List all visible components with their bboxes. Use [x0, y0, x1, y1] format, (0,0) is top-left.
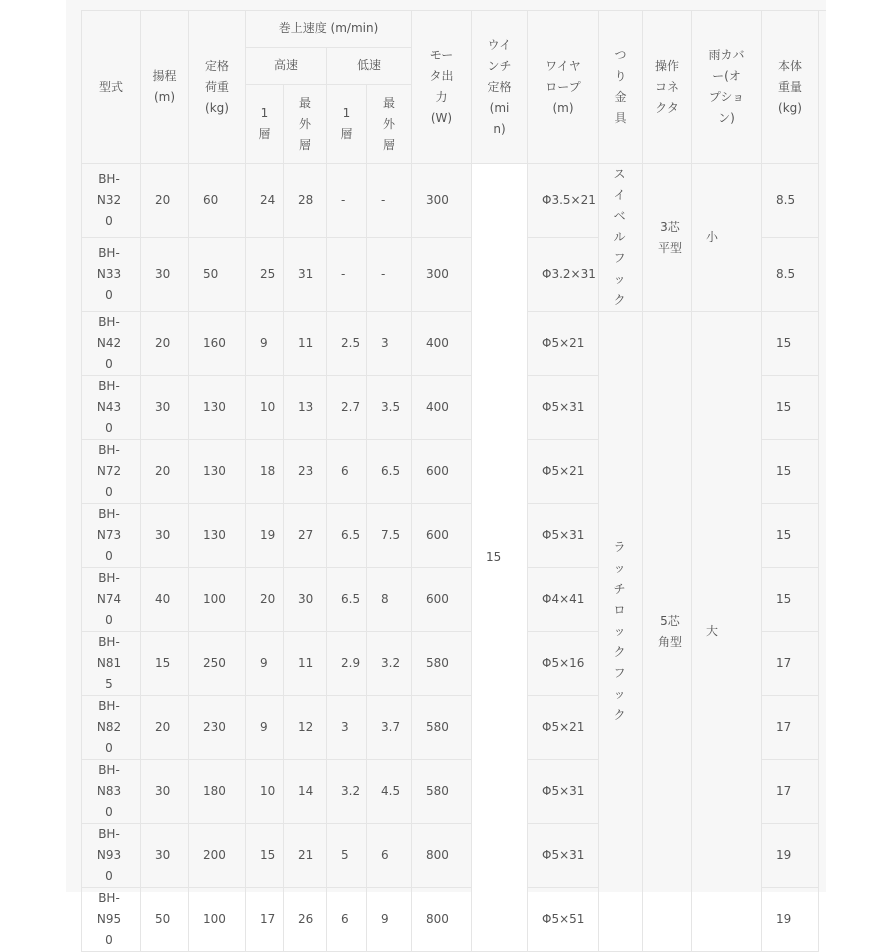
lift-cell: 30	[141, 760, 189, 824]
high-layer1-cell: 18	[246, 440, 284, 504]
low-layer1-cell: 6.5	[327, 504, 367, 568]
load-cell: 100	[189, 888, 246, 952]
weight-cell: 15	[762, 312, 819, 376]
wire-cell: Φ5×21	[528, 312, 599, 376]
high-layer1-cell: 10	[246, 760, 284, 824]
weight-cell: 17	[762, 760, 819, 824]
wire-cell: Φ5×31	[528, 376, 599, 440]
col-header-body-weight: 本体重量(kg)	[762, 11, 819, 164]
col-header-connector: 操作コネクタ	[643, 11, 692, 164]
low-outer-cell: 3.7	[367, 696, 412, 760]
col-header-hook: つり金具	[599, 11, 643, 164]
col-header-rated-load: 定格荷重(kg)	[189, 11, 246, 164]
col-header-winch-rating: ウインチ定格(min)	[472, 11, 528, 164]
load-cell: 200	[189, 824, 246, 888]
model-cell: BH-N420	[96, 315, 122, 371]
high-layer1-cell: 9	[246, 696, 284, 760]
motor-cell: 600	[412, 440, 472, 504]
low-outer-cell: 3	[367, 312, 412, 376]
low-outer-cell: 3.5	[367, 376, 412, 440]
high-outer-cell: 28	[284, 164, 327, 238]
col-header-speed-group: 巻上速度 (m/min)	[246, 11, 412, 48]
table-body	[82, 164, 819, 952]
high-outer-cell: 12	[284, 696, 327, 760]
high-layer1-cell: 15	[246, 824, 284, 888]
model-cell: BH-N930	[96, 827, 122, 883]
low-layer1-cell: 3.2	[327, 760, 367, 824]
load-cell: 100	[189, 568, 246, 632]
low-layer1-cell: -	[327, 164, 367, 238]
high-layer1-cell: 25	[246, 238, 284, 312]
low-layer1-cell: 6	[327, 888, 367, 952]
weight-cell: 15	[762, 376, 819, 440]
wire-cell: Φ5×31	[528, 760, 599, 824]
col-header-wire-rope: ワイヤロープ(m)	[528, 11, 599, 164]
lift-cell: 20	[141, 164, 189, 238]
high-outer-cell: 21	[284, 824, 327, 888]
model-cell: BH-N950	[96, 891, 122, 947]
low-layer1-cell: 2.5	[327, 312, 367, 376]
model-cell: BH-N815	[96, 635, 122, 691]
right-clip	[826, 0, 892, 892]
load-cell: 130	[189, 440, 246, 504]
lift-cell: 20	[141, 312, 189, 376]
low-outer-cell: 6.5	[367, 440, 412, 504]
high-outer-cell: 30	[284, 568, 327, 632]
high-layer1-cell: 24	[246, 164, 284, 238]
motor-cell: 580	[412, 760, 472, 824]
lift-cell: 40	[141, 568, 189, 632]
col-header-high-outer: 最外層	[284, 85, 327, 164]
low-outer-cell: -	[367, 164, 412, 238]
weight-cell: 19	[762, 888, 819, 952]
lift-cell: 20	[141, 440, 189, 504]
lift-cell: 30	[141, 238, 189, 312]
lift-cell: 30	[141, 504, 189, 568]
model-cell: BH-N830	[96, 763, 122, 819]
col-header-motor: モータ出力(W)	[412, 11, 472, 164]
model-cell: BH-N730	[96, 507, 122, 563]
wire-cell: Φ5×21	[528, 440, 599, 504]
motor-cell: 800	[412, 824, 472, 888]
model-cell: BH-N430	[96, 379, 122, 435]
high-outer-cell: 11	[284, 312, 327, 376]
motor-cell: 580	[412, 632, 472, 696]
low-layer1-cell: 6	[327, 440, 367, 504]
high-outer-cell: 27	[284, 504, 327, 568]
col-header-high-speed: 高速	[246, 48, 327, 85]
motor-cell: 300	[412, 164, 472, 238]
lift-cell: 15	[141, 632, 189, 696]
weight-cell: 17	[762, 696, 819, 760]
low-outer-cell: 8	[367, 568, 412, 632]
motor-cell: 400	[412, 312, 472, 376]
low-outer-cell: 9	[367, 888, 412, 952]
model-cell: BH-N320	[96, 172, 122, 228]
load-cell: 250	[189, 632, 246, 696]
lift-cell: 20	[141, 696, 189, 760]
high-outer-cell: 13	[284, 376, 327, 440]
connector-cell-5: 5芯角型	[643, 312, 692, 952]
low-outer-cell: 6	[367, 824, 412, 888]
hook-cell-swivel: スイベルフック	[599, 164, 643, 312]
cover-cell-small: 小	[692, 164, 762, 312]
weight-cell: 15	[762, 440, 819, 504]
connector-cell-3: 3芯平型	[643, 164, 692, 312]
col-header-model: 型式	[82, 11, 141, 164]
weight-cell: 19	[762, 824, 819, 888]
lift-cell: 50	[141, 888, 189, 952]
model-cell: BH-N820	[96, 699, 122, 755]
wire-cell: Φ3.2×31	[528, 238, 599, 312]
load-cell: 60	[189, 164, 246, 238]
col-header-low-speed: 低速	[327, 48, 412, 85]
col-header-rain-cover: 雨カバー(オプション)	[692, 11, 762, 164]
motor-cell: 300	[412, 238, 472, 312]
low-outer-cell: 4.5	[367, 760, 412, 824]
table-row	[82, 164, 819, 238]
wire-cell: Φ5×31	[528, 504, 599, 568]
high-outer-cell: 23	[284, 440, 327, 504]
low-layer1-cell: -	[327, 238, 367, 312]
motor-cell: 600	[412, 568, 472, 632]
load-cell: 160	[189, 312, 246, 376]
hook-cell-latch: ラッチロックフック	[599, 312, 643, 952]
high-outer-cell: 14	[284, 760, 327, 824]
lift-cell: 30	[141, 376, 189, 440]
high-outer-cell: 26	[284, 888, 327, 952]
wire-cell: Φ5×21	[528, 696, 599, 760]
spec-table	[81, 10, 819, 952]
weight-cell: 8.5	[762, 238, 819, 312]
motor-cell: 600	[412, 504, 472, 568]
model-cell: BH-N740	[96, 571, 122, 627]
load-cell: 50	[189, 238, 246, 312]
load-cell: 230	[189, 696, 246, 760]
high-layer1-cell: 10	[246, 376, 284, 440]
winch-rating-cell: 15	[472, 164, 528, 952]
high-layer1-cell: 17	[246, 888, 284, 952]
load-cell: 180	[189, 760, 246, 824]
weight-cell: 15	[762, 568, 819, 632]
table-row	[82, 312, 819, 376]
wire-cell: Φ3.5×21	[528, 164, 599, 238]
high-layer1-cell: 20	[246, 568, 284, 632]
col-header-high-layer1: 1層	[246, 85, 284, 164]
low-layer1-cell: 3	[327, 696, 367, 760]
high-layer1-cell: 9	[246, 632, 284, 696]
load-cell: 130	[189, 504, 246, 568]
col-header-low-outer: 最外層	[367, 85, 412, 164]
load-cell: 130	[189, 376, 246, 440]
weight-cell: 15	[762, 504, 819, 568]
wire-cell: Φ5×16	[528, 632, 599, 696]
high-layer1-cell: 9	[246, 312, 284, 376]
low-layer1-cell: 5	[327, 824, 367, 888]
weight-cell: 17	[762, 632, 819, 696]
low-outer-cell: 7.5	[367, 504, 412, 568]
lift-cell: 30	[141, 824, 189, 888]
high-outer-cell: 31	[284, 238, 327, 312]
high-layer1-cell: 19	[246, 504, 284, 568]
low-outer-cell: 3.2	[367, 632, 412, 696]
high-outer-cell: 11	[284, 632, 327, 696]
motor-cell: 400	[412, 376, 472, 440]
col-header-low-layer1: 1層	[327, 85, 367, 164]
weight-cell: 8.5	[762, 164, 819, 238]
motor-cell: 580	[412, 696, 472, 760]
col-header-lift: 揚程(m)	[141, 11, 189, 164]
model-cell: BH-N330	[96, 246, 122, 302]
low-layer1-cell: 2.9	[327, 632, 367, 696]
wire-cell: Φ4×41	[528, 568, 599, 632]
motor-cell: 800	[412, 888, 472, 952]
low-outer-cell: -	[367, 238, 412, 312]
wire-cell: Φ5×31	[528, 824, 599, 888]
cover-cell-large: 大	[692, 312, 762, 952]
low-layer1-cell: 6.5	[327, 568, 367, 632]
low-layer1-cell: 2.7	[327, 376, 367, 440]
model-cell: BH-N720	[96, 443, 122, 499]
wire-cell: Φ5×51	[528, 888, 599, 952]
